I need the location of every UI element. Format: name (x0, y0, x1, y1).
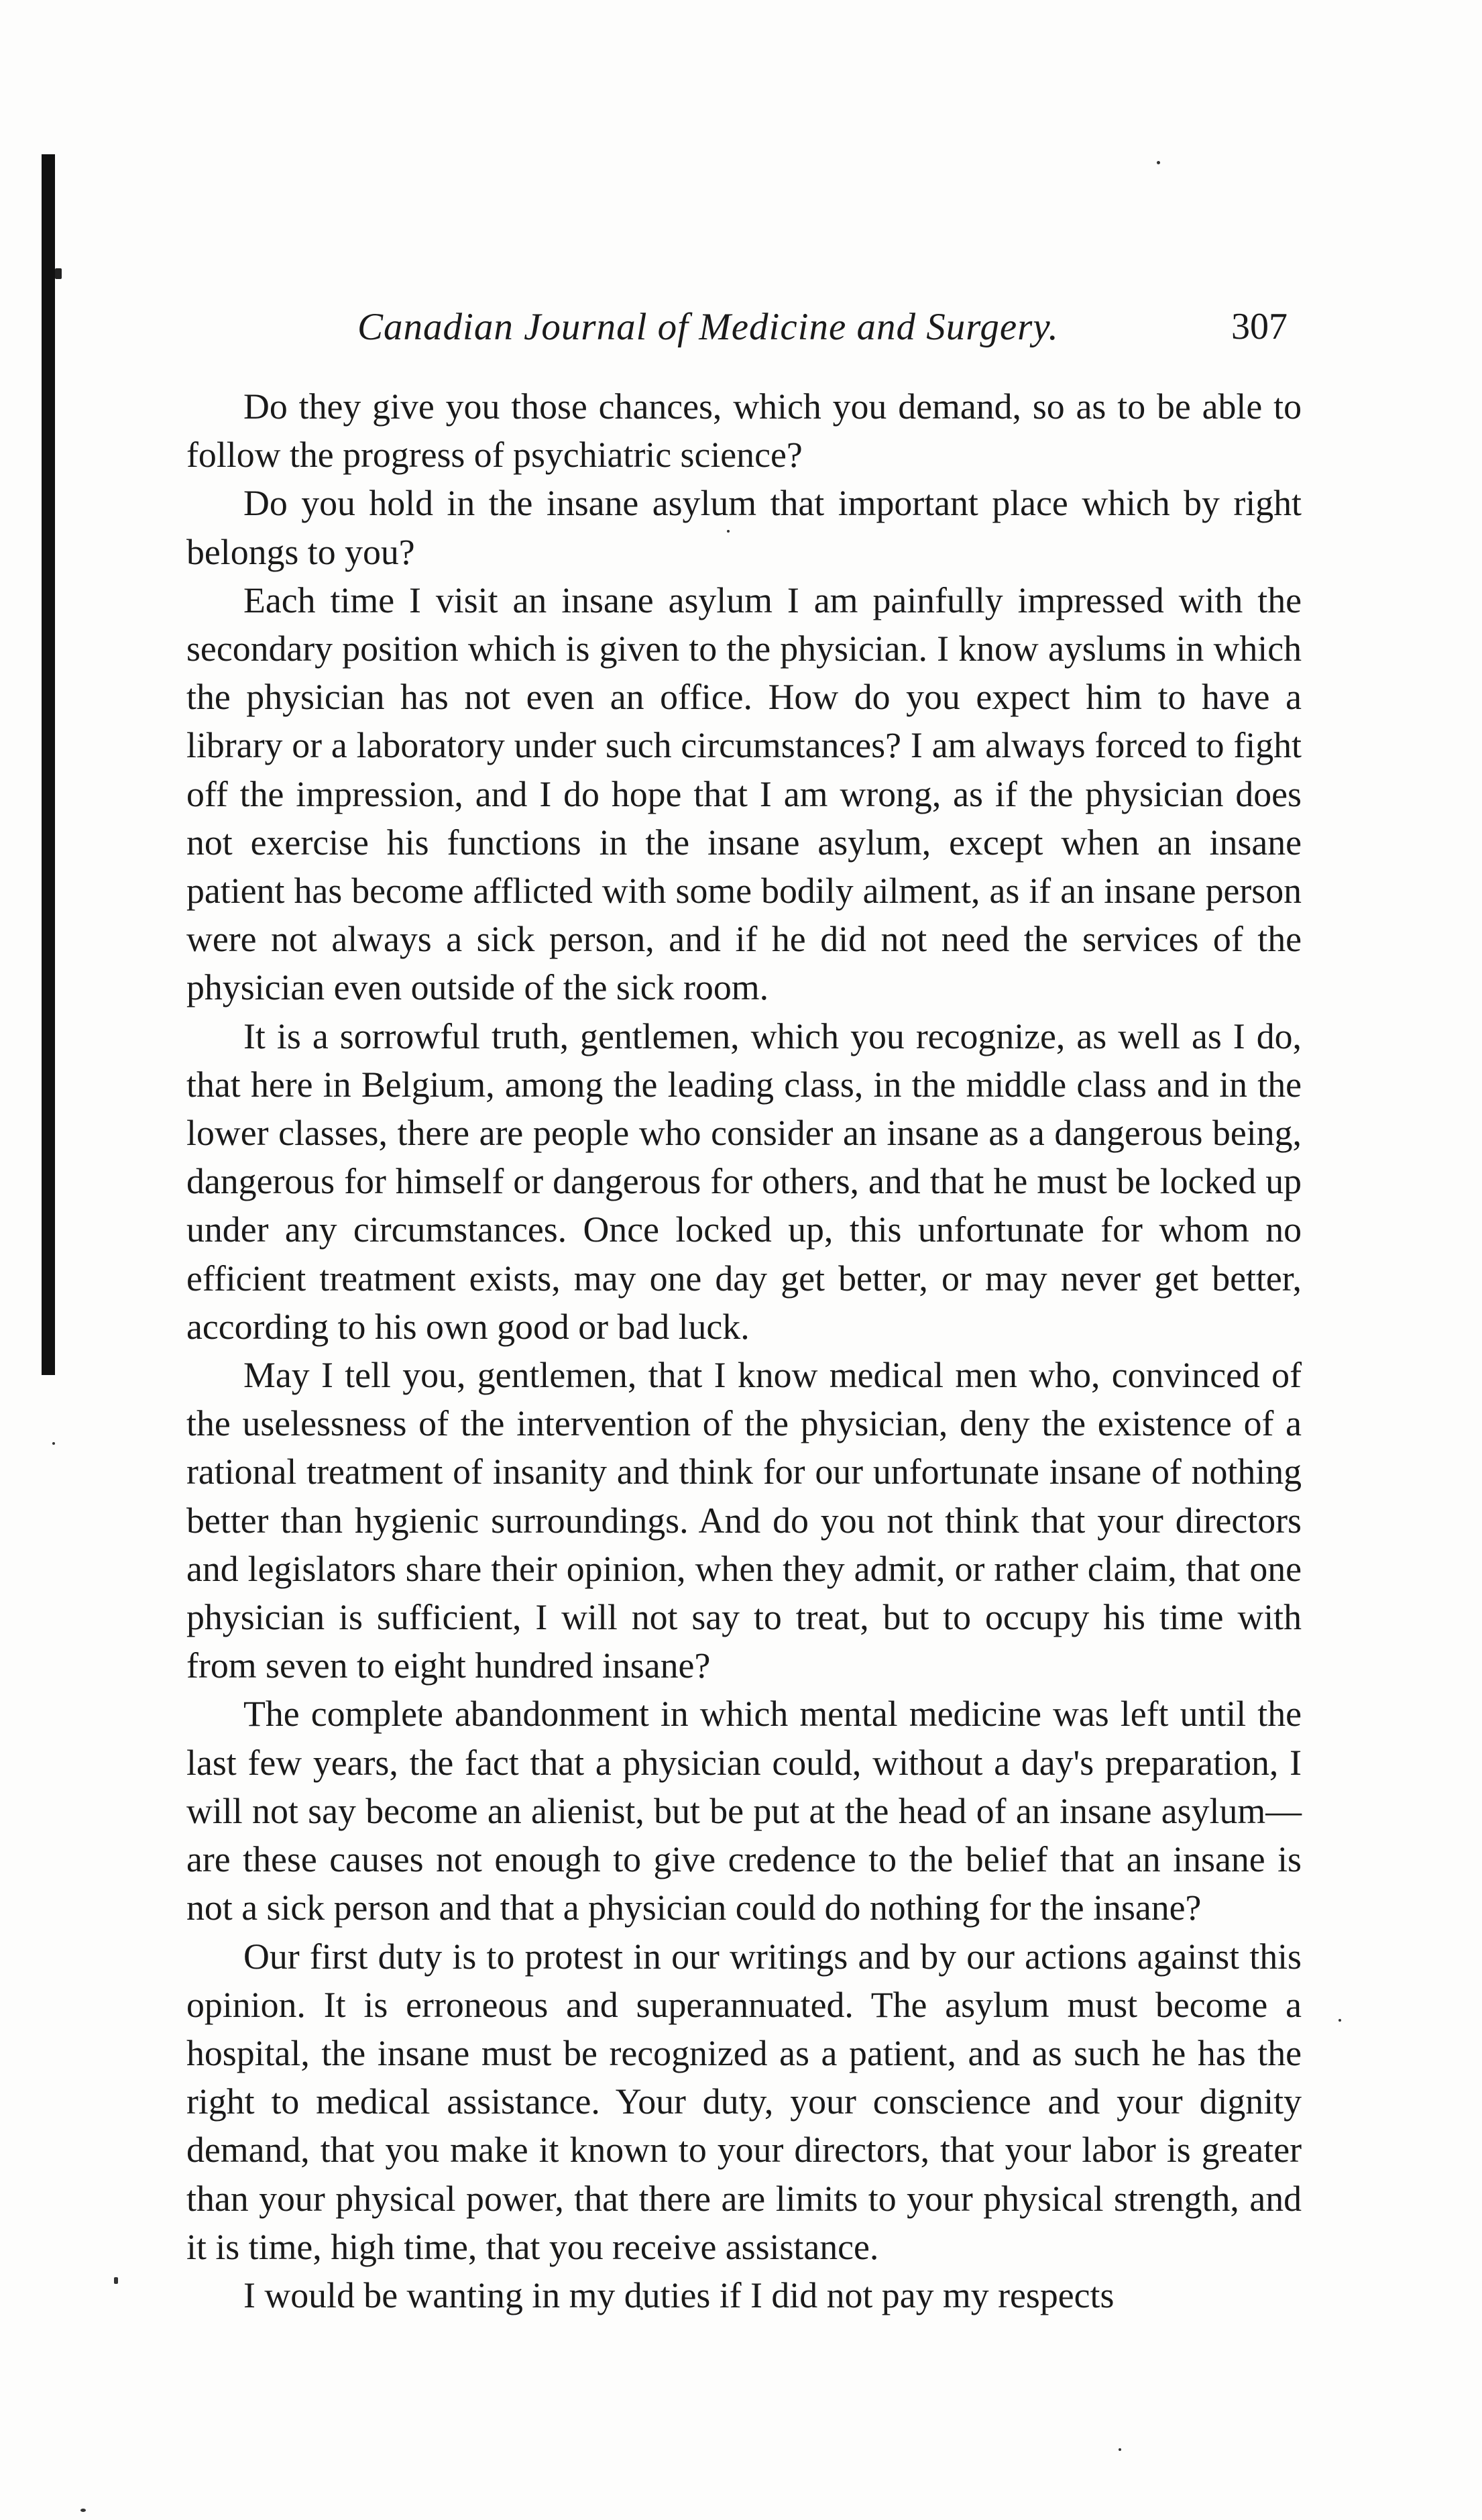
binding-edge (42, 154, 55, 1375)
ink-speck (52, 1442, 55, 1445)
page-number: 307 (1231, 306, 1288, 347)
paragraph: Each time I visit an insane asylum I am painfully impressed with the secondary position which is given to the physician. I know ayslums in which the physician has not even an office. How do you expect him to have a library or a laboratory under such circumstances? I am always forced to fight off the impression, and I do hope that I am wrong, as if the physician does not exercise his functions in the insane asylum, except when an insane patient has become afflicted with some bodily ailment, as if an insane person were not always a sick person, and if he did not need the services of the physician even outside of the sick room. (186, 580, 1302, 1008)
paragraph: It is a sorrowful truth, gentlemen, which you recognize, as well as I do, that here in Belgium, among the leading class, in the middle class and in the lower classes, there are people who consider an insane as a dangerous being, dangerous for himself or dangerous for others, and that he must be locked up under any circumstances. Once locked up, this unfortunate for whom no efficient treatment exists, may one day get better, or may never get better, according to his own good or bad luck. (186, 1016, 1302, 1347)
paragraph: I would be wanting in my duties if I did not pay my respects (243, 2275, 1115, 2315)
paragraph: May I tell you, gentlemen, that I know medical men who, convinced of the uselessness of the intervention of the physician, deny the existence of a rational treatment of insanity and think for our unfortunate insane of nothing better than hygienic surroundings. And do you not think that your directors and legislators share their opinion, when they admit, or rather claim, that one physician is sufficient, I will not say to treat, but to occupy his time with from seven to eight hundred insane? (186, 1355, 1302, 1686)
paragraph: Do they give you those chances, which you demand, so as to be able to follow the progress of psychiatric science? (186, 386, 1302, 476)
running-header (188, 305, 1301, 352)
ink-speck (80, 2509, 86, 2512)
binding-mark (55, 268, 62, 279)
paragraph: Our first duty is to protest in our writings and by our actions against this opinion. It is erroneous and superannuated. The asylum must become a hospital, the insane must be recognized as a patient, and as such he has the right to medical assistance. Your duty, your conscience and your dignity demand, that you make it known to your directors, that your labor is greater than your physical power, that there are limits to your physical strength, and it is time, high time, that you receive assistance. (186, 1936, 1302, 2267)
ink-speck (114, 2277, 118, 2284)
ink-speck (1157, 161, 1160, 164)
ink-speck (1119, 2448, 1121, 2451)
journal-title: Canadian Journal of Medicine and Surgery. (357, 306, 1059, 348)
paragraph: Do you hold in the insane asylum that important place which by right belongs to you? (186, 483, 1302, 572)
ink-speck (1338, 2019, 1341, 2022)
article-body (186, 382, 1302, 2319)
paragraph: The complete abandonment in which mental medicine was left until the last few years, the fact that a physician could, without a day's preparation, I will not say become an alienist, but be put at the head of an insane asylum—are these causes not enough to give credence to the belief that an insane is not a sick person and that a physician could do nothing for the insane? (186, 1694, 1302, 1928)
